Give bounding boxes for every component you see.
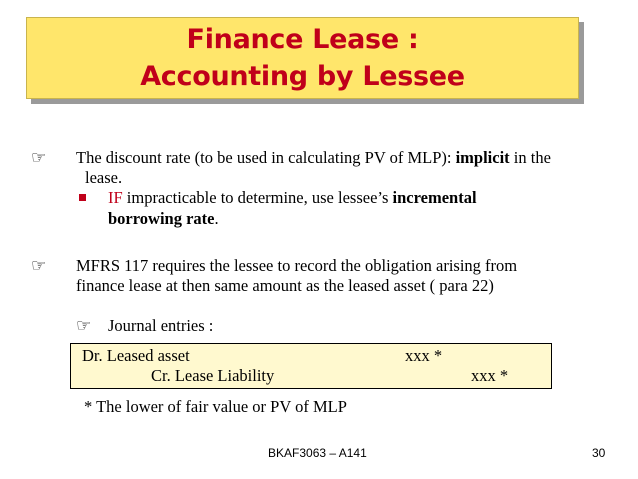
footer-course-code: BKAF3063 – A141	[268, 446, 367, 460]
slide-title-line1: Finance Lease :	[186, 24, 419, 55]
journal-credit-amount: xxx *	[471, 366, 509, 385]
journal-debit-label: Dr. Leased asset	[82, 346, 190, 365]
sub-bullet-text: impracticable to determine, use lessee’s	[122, 188, 393, 207]
journal-debit-amount: xxx *	[405, 346, 443, 365]
pointing-hand-icon: ☞	[31, 256, 47, 276]
bullet1-text-post: in the	[509, 148, 551, 167]
sub-bullet-line1	[108, 188, 477, 208]
sub-bullet-line2-post: .	[214, 209, 219, 228]
pointing-hand-icon: ☞	[76, 316, 92, 336]
bullet1-line1	[76, 148, 551, 168]
bullet1-bold-implicit: implicit	[455, 148, 510, 167]
bullet2-line2: finance lease at then same amount as the leased asset ( para 22)	[76, 276, 494, 295]
footnote-lower-of: * The lower of fair value or PV of MLP	[84, 397, 347, 416]
journal-credit-label: Cr. Lease Liability	[151, 366, 275, 385]
bullet1-text-pre: The discount rate (to be used in calculating PV of MLP):	[76, 148, 456, 167]
title-box	[26, 17, 579, 99]
page-number: 30	[592, 446, 606, 460]
if-keyword: IF	[108, 188, 123, 207]
journal-entry-box	[70, 343, 552, 389]
square-bullet-icon	[79, 194, 86, 201]
sub-bullet-line2	[108, 209, 219, 229]
bullet1-line2: lease.	[85, 168, 123, 187]
sub-bullet-bold-borrowing-rate: borrowing rate	[108, 209, 215, 228]
bullet2-line1: MFRS 117 requires the lessee to record the obligation arising from	[76, 256, 518, 275]
slide-title-line2: Accounting by Lessee	[140, 61, 465, 92]
pointing-hand-icon: ☞	[31, 148, 47, 168]
sub-bullet-bold-incremental: incremental	[392, 188, 477, 207]
journal-heading: Journal entries :	[108, 316, 214, 335]
